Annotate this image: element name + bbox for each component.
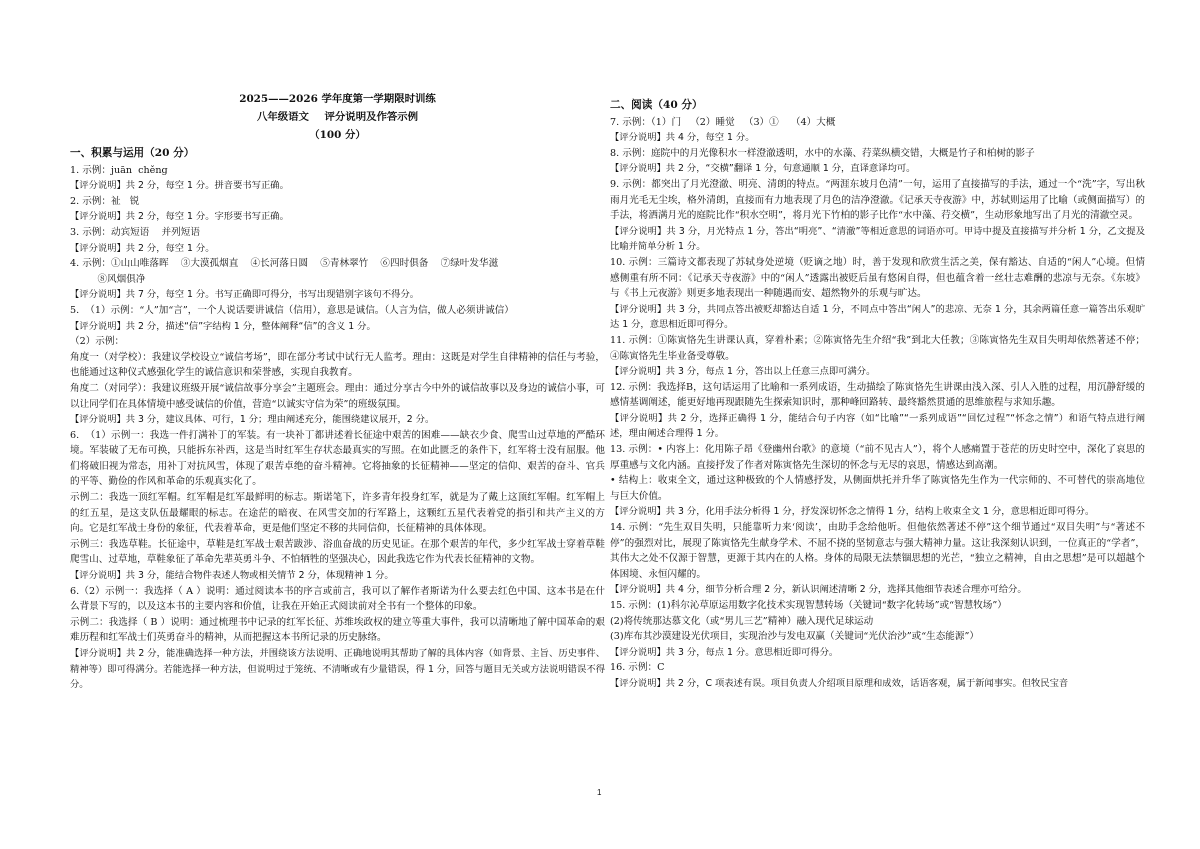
right-column	[610, 97, 1145, 692]
right-lines	[610, 115, 1145, 692]
left-column-line: 【评分说明】共 2 分，每空 1 分。	[70, 242, 215, 254]
right-column-line: 16. 示例：C	[610, 662, 665, 674]
left-column-line: 【评分说明】共 3 分，能结合物件表述人物或相关情节 2 分，体现精神 1 分。	[70, 570, 394, 582]
right-column-line: • 结构上：收束全文，通过这种极致的个人情感抒发，从侧面烘托并升华了陈寅恪先生作为一代宗师的、不可替代的崇高地位与巨大价值。	[610, 475, 1145, 502]
right-column-line: 8. 示例：庭院中的月光像积水一样澄澈透明，水中的水藻、荇菜纵横交错，大概是竹子和柏树的影子	[610, 147, 1035, 159]
right-column-line: 【评分说明】共 3 分，化用手法分析得 1 分，抒发深切怀念之情得 1 分，结构上收束全文 1 分，意思相近即可得分。	[610, 506, 1095, 518]
right-column-line: 7. 示例：（1）门 （2）睡觉 （3）① （4）大概	[610, 116, 836, 128]
left-column-line: 【评分说明】共 3 分，建议具体、可行，1 分；理由阐述充分，能围绕建议展开，2 分。	[70, 414, 435, 426]
left-column-line: 示例二：我选择（ B ）说明：通过梳理书中记录的红军长征、苏维埃政权的建立等重大事件，我可以清晰地了解中国革命的艰难历程和红军战士们英勇奋斗的精神，从而把握这本书所记录的历史脉络。	[70, 616, 605, 644]
right-column-line: 【评分说明】共 2 分，选择正确得 1 分，能结合句子内容（如“比喻”“一系列成语”“回忆过程”“怀念之情”）和语气特点进行阐述，理由阐述合理得 1 分。	[610, 412, 1145, 440]
left-column-line: 6. （1）示例一：我选一件打满补丁的军装。有一块补丁都讲述着长征途中艰苦的困难——缺衣少食、爬雪山过草地的严酷环境。军装破了无布可换，只能拆东补西，这是当时红军生存状态最真实的写照。在如此匮乏的条件下，红军将士没有屈服。他们将破旧视为常态，用补丁对抗风雪，体现了艰苦卓绝的奋斗精神。它将抽象的长征精神——坚定的信仰、艰苦的奋斗、官兵的平等、勤俭的作风和革命的乐观真实化了。	[70, 429, 605, 488]
left-column-line: 1. 示例：juān chěng	[70, 164, 168, 176]
left-column	[70, 90, 605, 693]
right-column-line: 10. 示例：三篇诗文都表现了苏轼身处逆境（贬谪之地）时，善于发现和欣赏生活之美，保有豁达、自适的“闲人”心境。但情感侧重有所不同：《记承天寺夜游》中的“闲人”透露出被贬后虽有悠闲自得，但也蕴含着一丝壮志难酬的悲凉与无奈。《东坡》与《书上元夜游》则更多地表现出一种随遇而安、超然物外的乐观与旷达。	[610, 256, 1145, 300]
right-column-line: 【评分说明】共 3 分，每点 1 分，答出以上任意三点即可满分。	[610, 366, 876, 378]
left-column-line: 5. （1）示例：“人”加“言”，一个人说话要讲诚信（信用），意思是诚信。（人言为信，做人必须讲诚信）	[70, 304, 514, 316]
right-column-line: 15. 示例：(1)科尔沁草原运用数字化技术实现智慧转场（关键词“数字化转场”或“智慧牧场”）	[610, 600, 1007, 611]
left-column-line: 【评分说明】共 2 分，能准确选择一种方法，并围绕该方法说明、正确地说明其帮助了解的具体内容（如背景、主旨、历史事件、精神等）即可得满分。若能选择一种方法，但说明过于笼统、不清晰或有少量错误，得 1 分，回答与题目无关或方法说明错误不得分。	[70, 648, 605, 691]
left-column-line: 3. 示例：动宾短语 并列短语	[70, 226, 200, 238]
title-block	[70, 90, 605, 144]
right-column-line: (3)库布其沙漠建设光伏项目，实现治沙与发电双赢（关键词“光伏治沙”或“生态能源”）	[610, 631, 979, 643]
section-title-reading: 二、阅读（40 分）	[610, 99, 703, 111]
document-subtitle: 八年级语文 评分说明及作答示例	[256, 111, 419, 123]
left-column-line: 角度一（对学校）：我建议学校设立“诚信考场”，即在部分考试中试行无人监考。理由：这既是对学生自律精神的信任与考验，也能通过这种仪式感强化学生的诚信意识和荣誉感，实现自我教育。	[70, 351, 605, 379]
right-column-line: 9. 示例：都突出了月光澄澈、明亮、清朗的特点。“两涯东坡月色清”一句，运用了直接描写的手法，通过一个“洗”字，写出秋雨月光毛无尘埃，格外清朗，直接而有力地表现了月色的洁净澄澈。《记承天寺夜游》中，苏轼则运用了比喻（或侧面描写）的手法，将洒满月光的庭院比作“积水空明”，将月光下竹柏的影子比作“水中藻、荇交横”，生动形象地写出了月光的清澈空灵。	[610, 178, 1145, 222]
right-column-line: 14. 示例：“先生双目失明，只能靠听力来‘阅读’，由助手念给他听。但他依然著述不停”这个细节通过“双目失明”与“著述不停”的强烈对比，展现了陈寅恪先生献身学术、不屈不挠的坚韧意志与强大精神力量。这让我深刻认识到，一位真正的“学者”，其伟大之处不仅源于智慧，更源于其内在的人格。身体的局限无法禁锢思想的光芒，“独立之精神，自由之思想”是可以超越个体困境、永恒闪耀的。	[610, 522, 1145, 580]
left-column-line: 4. 示例：①山山唯落晖 ③大漠孤烟直 ④长河落日圆 ⑤青林翠竹 ⑥四时俱备 ⑦绿叶发华滋	[70, 258, 499, 270]
left-column-line: 角度二（对同学）：我建议班级开展“诚信故事分享会”主题班会。理由：通过分享古今中外的诚信故事以及身边的诚信小事，可以让同学们在具体情境中感受诚信的价值，营造“以诚实守信为荣”的班级氛围。	[70, 382, 605, 410]
left-column-line: 【评分说明】共 7 分，每空 1 分。书写正确即可得分，书写出现错别字该句不得分。	[70, 289, 420, 301]
left-column-line: 示例二：我选一顶红军帽。红军帽是红军最鲜明的标志。斯诺笔下，许多青年投身红军，就是为了戴上这顶红军帽。红军帽上的红五星，是这支队伍最耀眼的标志。在途茫的暗夜、在风雪交加的行军路上，这颗红五星代表着党的指引和共产主义的方向。它是红军战士身份的象征，代表着革命，更是他们坚定不移的共同信仰，长征精神的具体体现。	[70, 492, 605, 535]
left-column-line: ⑧风烟俱净	[70, 273, 146, 285]
left-column-line: 【评分说明】共 2 分，每空 1 分。字形要书写正确。	[70, 211, 289, 223]
left-column-line: 示例三：我选草鞋。长征途中，草鞋是红军战士艰苦跋涉、浴血奋战的历史见证。在那个艰苦的年代，多少红军战士穿着草鞋爬雪山、过草地，草鞋象征了革命先辈英勇斗争、不怕牺牲的坚强决心，因此我选它作为代表长征精神的文物。	[70, 538, 605, 566]
left-column-line: 6.（2）示例一：我选择（ A ）说明：通过阅读本书的序言或前言，我可以了解作者斯诺为什么要去红色中国、这本书是在什么背景下写的，以及这本书的主要内容和价值，让我在开始正式阅读前对全书有一个整体的印象。	[70, 585, 605, 613]
left-column-line: 2. 示例：祉 锐	[70, 195, 140, 207]
right-column-line: (2)将传统那达慕文化（或“男儿三艺”精神）融入现代足球运动	[610, 615, 874, 627]
right-column-line: 【评分说明】共 2 分，C 项表述有误。项目负责人介绍项目原理和成效，话语客观，属于新闻事实。但牧民宝音	[610, 677, 1069, 689]
left-column-line: 【评分说明】共 2 分，描述“信”字结构 1 分，整体阐释“信”的含义 1 分。	[70, 320, 376, 332]
left-column-line: 【评分说明】共 2 分，每空 1 分。拼音要书写正确。	[70, 180, 289, 192]
page-number: 1	[597, 788, 602, 797]
right-column-line: 【评分说明】共 4 分，细节分析合理 2 分，新认识阐述清晰 2 分，选择其他细节表述合理亦可给分。	[610, 584, 1027, 596]
left-column-line: （2）示例：	[70, 336, 125, 348]
document-title: 2025——2026 学年度第一学期限时训练	[239, 93, 436, 105]
right-column-line: 12. 示例：我选择B，这句话运用了比喻和一系列成语，生动描绘了陈寅恪先生讲课由浅入深、引人入胜的过程，用沉静舒缓的感情基调阐述，能更好地再现跟随先生探索知识时，那种峰回路转、最终豁然贯通的思维旅程与求知乐趣。	[610, 381, 1145, 409]
total-score: （100 分）	[309, 129, 366, 141]
right-column-line: 【评分说明】共 2 分，“交横”翻译 1 分，句意通顺 1 分，直译意译均可。	[610, 163, 916, 175]
right-column-line: 【评分说明】共 3 分，每点 1 分。意思相近即可得分。	[610, 646, 839, 658]
right-column-line: 【评分说明】共 3 分，共同点答出被贬却豁达自适 1 分，不同点中答出“闲人”的悲凉、无奈 1 分，其余两篇任意一篇答出乐观旷达 1 分，意思相近即可得分。	[610, 303, 1145, 331]
right-column-line: 13. 示例：• 内容上：化用陈子昂《登幽州台歌》的意境（“前不见古人”），将个人感痛置于苍茫的历史时空中，深化了哀思的厚重感与文化内涵。直接抒发了作者对陈寅恪先生深切的怀念与无尽的哀思，情感达到高潮。	[610, 444, 1145, 471]
left-lines	[70, 163, 605, 693]
right-column-line: 【评分说明】共 4 分，每空 1 分。	[610, 132, 755, 144]
right-column-line: 11. 示例：①陈寅恪先生讲课认真，穿着朴素；②陈寅恪先生介绍“我”到北大任教；③陈寅恪先生双目失明却依然著述不停；④陈寅恪先生毕业备受尊敬。	[610, 334, 1145, 362]
section-title-accumulation: 一、积累与运用（20 分）	[70, 147, 195, 159]
right-column-line: 【评分说明】共 3 分，月光特点 1 分，答出“明亮”、“清澈”等相近意思的词语亦可。甲诗中提及直接描写并分析 1 分，乙文提及比喻并简单分析 1 分。	[610, 225, 1145, 253]
